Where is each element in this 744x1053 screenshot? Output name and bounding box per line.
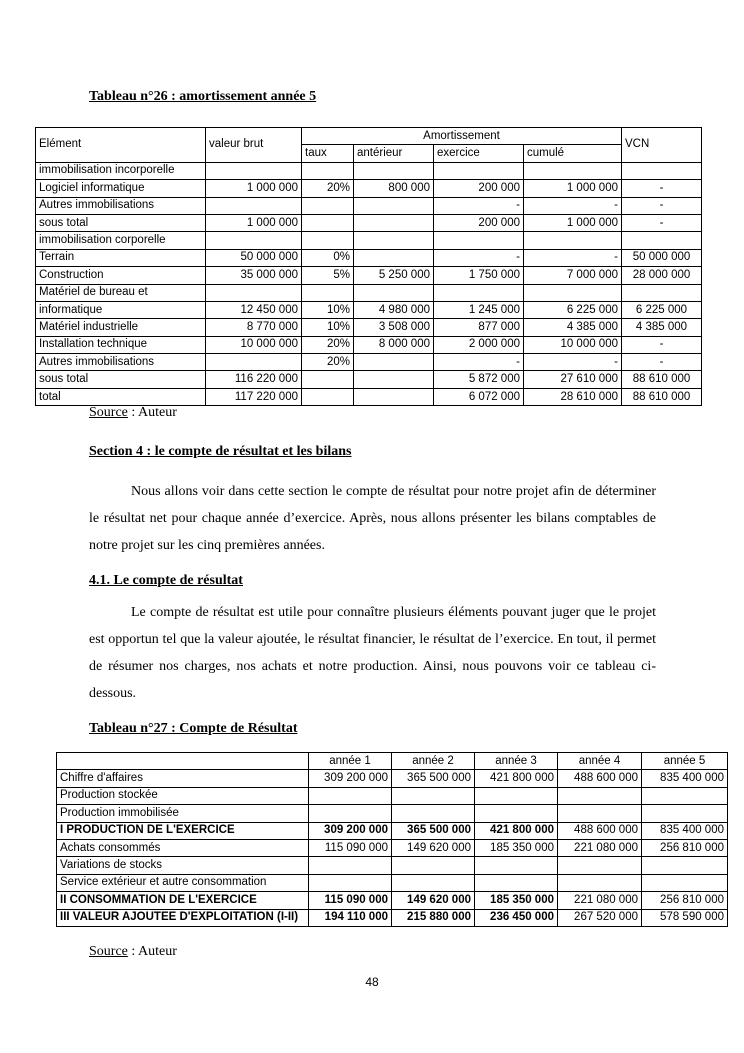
table-cell: 20%	[302, 354, 354, 371]
table-cell	[309, 787, 392, 804]
year-header: année 2	[392, 753, 475, 770]
row-label: I PRODUCTION DE L'EXERCICE	[57, 822, 309, 839]
table-cell: 116 220 000	[206, 371, 302, 388]
table-cell: 10%	[302, 301, 354, 318]
sub41-heading: 4.1. Le compte de résultat	[89, 573, 243, 588]
table-cell	[392, 874, 475, 891]
table-cell: -	[524, 197, 622, 214]
table-cell: 12 450 000	[206, 301, 302, 318]
table-row	[36, 301, 702, 318]
table-cell: informatique	[36, 301, 206, 318]
table-cell	[354, 354, 434, 371]
table-cell: Construction	[36, 267, 206, 284]
table-cell	[622, 162, 702, 179]
table-row	[36, 197, 702, 214]
table-cell: 5 250 000	[354, 267, 434, 284]
sub41-text: Le compte de résultat est utile pour connaître plusieurs éléments pouvant juger que le projet est opportun tel que la valeur ajoutée, le résultat financier, le résultat de l’exercice. En tout, il permet de résumer nos charges, nos achats et notre production. Ainsi, nous pouvons voir ce tableau ci-dessous.	[89, 605, 656, 701]
table-cell: 28 000 000	[622, 267, 702, 284]
table-cell: Matériel industrielle	[36, 319, 206, 336]
table-cell	[302, 197, 354, 214]
table-cell: 149 620 000	[392, 839, 475, 856]
table-cell: -	[524, 354, 622, 371]
table-cell: 2 000 000	[434, 336, 524, 353]
table-cell: 1 000 000	[206, 180, 302, 197]
table-cell	[354, 249, 434, 266]
table-cell: 421 800 000	[475, 770, 558, 787]
table-cell	[475, 805, 558, 822]
table-cell: 1 245 000	[434, 301, 524, 318]
table-cell: 50 000 000	[206, 249, 302, 266]
row-label: III VALEUR AJOUTEE D'EXPLOITATION (I-II)	[57, 909, 309, 926]
table-cell: 1 000 000	[524, 180, 622, 197]
table-cell: 221 080 000	[558, 839, 642, 856]
table-cell	[309, 857, 392, 874]
source-text: : Auteur	[127, 944, 177, 959]
header-cumule: cumulé	[524, 145, 622, 162]
table-cell	[354, 232, 434, 249]
table-cell	[354, 162, 434, 179]
table-cell: 20%	[302, 180, 354, 197]
table-cell	[558, 787, 642, 804]
table-cell: 194 110 000	[309, 909, 392, 926]
table-cell: 800 000	[354, 180, 434, 197]
table-cell: 20%	[302, 336, 354, 353]
table-row	[36, 336, 702, 353]
table-row	[57, 770, 728, 787]
header-exercice: exercice	[434, 145, 524, 162]
table-cell: 877 000	[434, 319, 524, 336]
table-cell: 200 000	[434, 214, 524, 231]
source-text: : Auteur	[127, 405, 177, 420]
table-cell: -	[434, 249, 524, 266]
table-cell: 10%	[302, 319, 354, 336]
sub41-paragraph	[89, 599, 656, 707]
table-cell	[475, 857, 558, 874]
table-row	[57, 787, 728, 804]
table-cell	[206, 162, 302, 179]
table-row	[36, 232, 702, 249]
table-cell	[558, 874, 642, 891]
table26-source	[89, 405, 177, 421]
table-cell: -	[434, 197, 524, 214]
table-cell	[434, 284, 524, 301]
table-cell: 35 000 000	[206, 267, 302, 284]
table26-title: Tableau n°26 : amortissement année 5	[89, 89, 317, 104]
table-cell: -	[524, 249, 622, 266]
table-cell: 149 620 000	[392, 892, 475, 909]
table-cell: 488 600 000	[558, 770, 642, 787]
table-cell: 488 600 000	[558, 822, 642, 839]
header-element: Elément	[36, 128, 206, 163]
table-cell: 10 000 000	[524, 336, 622, 353]
table-cell: 6 225 000	[622, 301, 702, 318]
table-cell: 8 770 000	[206, 319, 302, 336]
table-cell: 256 810 000	[642, 839, 728, 856]
table-cell: 200 000	[434, 180, 524, 197]
table-cell	[524, 284, 622, 301]
row-label: Production immobilisée	[57, 805, 309, 822]
table-cell: immobilisation incorporelle	[36, 162, 206, 179]
table-cell: 1 000 000	[206, 214, 302, 231]
table-cell	[475, 787, 558, 804]
table-cell	[309, 805, 392, 822]
table-cell: 185 350 000	[475, 839, 558, 856]
source-label: Source	[89, 944, 128, 959]
table-cell: 88 610 000	[622, 388, 702, 405]
table-cell	[354, 388, 434, 405]
table-cell	[206, 197, 302, 214]
table-cell: -	[434, 354, 524, 371]
table-cell	[309, 874, 392, 891]
table-row	[36, 249, 702, 266]
table-row	[36, 162, 702, 179]
row-label: II CONSOMMATION DE L'EXERCICE	[57, 892, 309, 909]
table-row	[57, 805, 728, 822]
table-cell: 835 400 000	[642, 822, 728, 839]
table-cell: 0%	[302, 249, 354, 266]
table-cell	[475, 874, 558, 891]
row-label: Production stockée	[57, 787, 309, 804]
table-cell: 10 000 000	[206, 336, 302, 353]
table-row	[36, 267, 702, 284]
table-cell: -	[622, 336, 702, 353]
table-row	[57, 857, 728, 874]
table-cell: total	[36, 388, 206, 405]
year-header: année 1	[309, 753, 392, 770]
table-cell: -	[622, 354, 702, 371]
table-cell: 365 500 000	[392, 822, 475, 839]
year-header: année 4	[558, 753, 642, 770]
section4-heading: Section 4 : le compte de résultat et les bilans	[89, 444, 352, 459]
table-cell: Terrain	[36, 249, 206, 266]
table-cell: -	[622, 197, 702, 214]
table-row	[36, 284, 702, 301]
table-cell: 365 500 000	[392, 770, 475, 787]
table-cell	[302, 232, 354, 249]
table-cell: 215 880 000	[392, 909, 475, 926]
table-cell	[354, 214, 434, 231]
table-cell	[642, 874, 728, 891]
row-label: Variations de stocks	[57, 857, 309, 874]
table-row	[57, 822, 728, 839]
table-cell: 27 610 000	[524, 371, 622, 388]
amortization-table	[35, 127, 702, 406]
year-header: année 3	[475, 753, 558, 770]
table-cell	[206, 232, 302, 249]
table-row	[36, 354, 702, 371]
table-cell	[57, 753, 309, 770]
table-cell: 88 610 000	[622, 371, 702, 388]
table-cell: -	[622, 214, 702, 231]
table-cell	[392, 857, 475, 874]
table-cell	[354, 197, 434, 214]
table-cell	[558, 857, 642, 874]
table-cell: 6 225 000	[524, 301, 622, 318]
header-vcn: VCN	[622, 128, 702, 163]
page-number: 48	[365, 975, 379, 989]
source-label: Source	[89, 405, 128, 420]
table-cell: 4 385 000	[622, 319, 702, 336]
table-cell: 115 090 000	[309, 839, 392, 856]
table-row	[36, 180, 702, 197]
table-cell: 236 450 000	[475, 909, 558, 926]
header-anterieur: antérieur	[354, 145, 434, 162]
table-cell: 421 800 000	[475, 822, 558, 839]
table-cell: 8 000 000	[354, 336, 434, 353]
header-taux: taux	[302, 145, 354, 162]
table-cell	[302, 284, 354, 301]
header-amortissement: Amortissement	[302, 128, 622, 145]
table-cell: Logiciel informatique	[36, 180, 206, 197]
table-row	[57, 874, 728, 891]
table-cell: 309 200 000	[309, 822, 392, 839]
table-cell: 28 610 000	[524, 388, 622, 405]
section4-paragraph	[89, 478, 656, 559]
table-cell: 115 090 000	[309, 892, 392, 909]
row-label: Chiffre d'affaires	[57, 770, 309, 787]
table-cell: 6 072 000	[434, 388, 524, 405]
table-cell: 5%	[302, 267, 354, 284]
table-cell: sous total	[36, 214, 206, 231]
table-cell	[524, 232, 622, 249]
table-row	[36, 388, 702, 405]
table-cell	[302, 371, 354, 388]
table-cell	[642, 805, 728, 822]
table-cell	[302, 162, 354, 179]
table-cell: 4 980 000	[354, 301, 434, 318]
table-cell: 5 872 000	[434, 371, 524, 388]
table-cell: 835 400 000	[642, 770, 728, 787]
table-cell: Autres immobilisations	[36, 354, 206, 371]
table-cell	[558, 805, 642, 822]
header-valeur-brut: valeur brut	[206, 128, 302, 163]
table-cell: Installation technique	[36, 336, 206, 353]
table27-source	[89, 944, 177, 960]
table-cell	[524, 162, 622, 179]
table-cell	[392, 787, 475, 804]
table-cell: Autres immobilisations	[36, 197, 206, 214]
table-cell: 1 750 000	[434, 267, 524, 284]
income-statement-table	[56, 752, 728, 927]
table-row	[57, 909, 728, 926]
row-label: Achats consommés	[57, 839, 309, 856]
table-cell	[302, 388, 354, 405]
table-cell	[642, 787, 728, 804]
table-cell	[434, 232, 524, 249]
table-cell: 7 000 000	[524, 267, 622, 284]
table-cell: 3 508 000	[354, 319, 434, 336]
section4-text: Nous allons voir dans cette section le compte de résultat pour notre projet afin de déterminer le résultat net pour chaque année d’exercice. Après, nous allons présenter les bilans comptables de notre projet sur les cinq premières années.	[89, 484, 656, 553]
table-row	[57, 839, 728, 856]
table-cell: 578 590 000	[642, 909, 728, 926]
table-cell	[434, 162, 524, 179]
table-cell: immobilisation corporelle	[36, 232, 206, 249]
table-row	[36, 319, 702, 336]
table-cell	[642, 857, 728, 874]
table-row	[57, 892, 728, 909]
table-cell	[354, 371, 434, 388]
table-cell: -	[622, 180, 702, 197]
table-row	[36, 214, 702, 231]
table-cell: 256 810 000	[642, 892, 728, 909]
table-cell	[206, 284, 302, 301]
row-label: Service extérieur et autre consommation	[57, 874, 309, 891]
table-cell: sous total	[36, 371, 206, 388]
table-cell	[622, 284, 702, 301]
table-cell: 267 520 000	[558, 909, 642, 926]
table-cell	[622, 232, 702, 249]
table-row	[36, 371, 702, 388]
table-cell: 117 220 000	[206, 388, 302, 405]
table-cell	[302, 214, 354, 231]
table-cell	[392, 805, 475, 822]
table-cell: 1 000 000	[524, 214, 622, 231]
year-header: année 5	[642, 753, 728, 770]
table-cell: 309 200 000	[309, 770, 392, 787]
table-cell: 50 000 000	[622, 249, 702, 266]
table-header-row	[57, 753, 728, 770]
table-cell: 221 080 000	[558, 892, 642, 909]
table-cell	[354, 284, 434, 301]
table-cell	[206, 354, 302, 371]
table-cell: 185 350 000	[475, 892, 558, 909]
table-cell: Matériel de bureau et	[36, 284, 206, 301]
table27-title: Tableau n°27 : Compte de Résultat	[89, 721, 298, 736]
table-cell: 4 385 000	[524, 319, 622, 336]
